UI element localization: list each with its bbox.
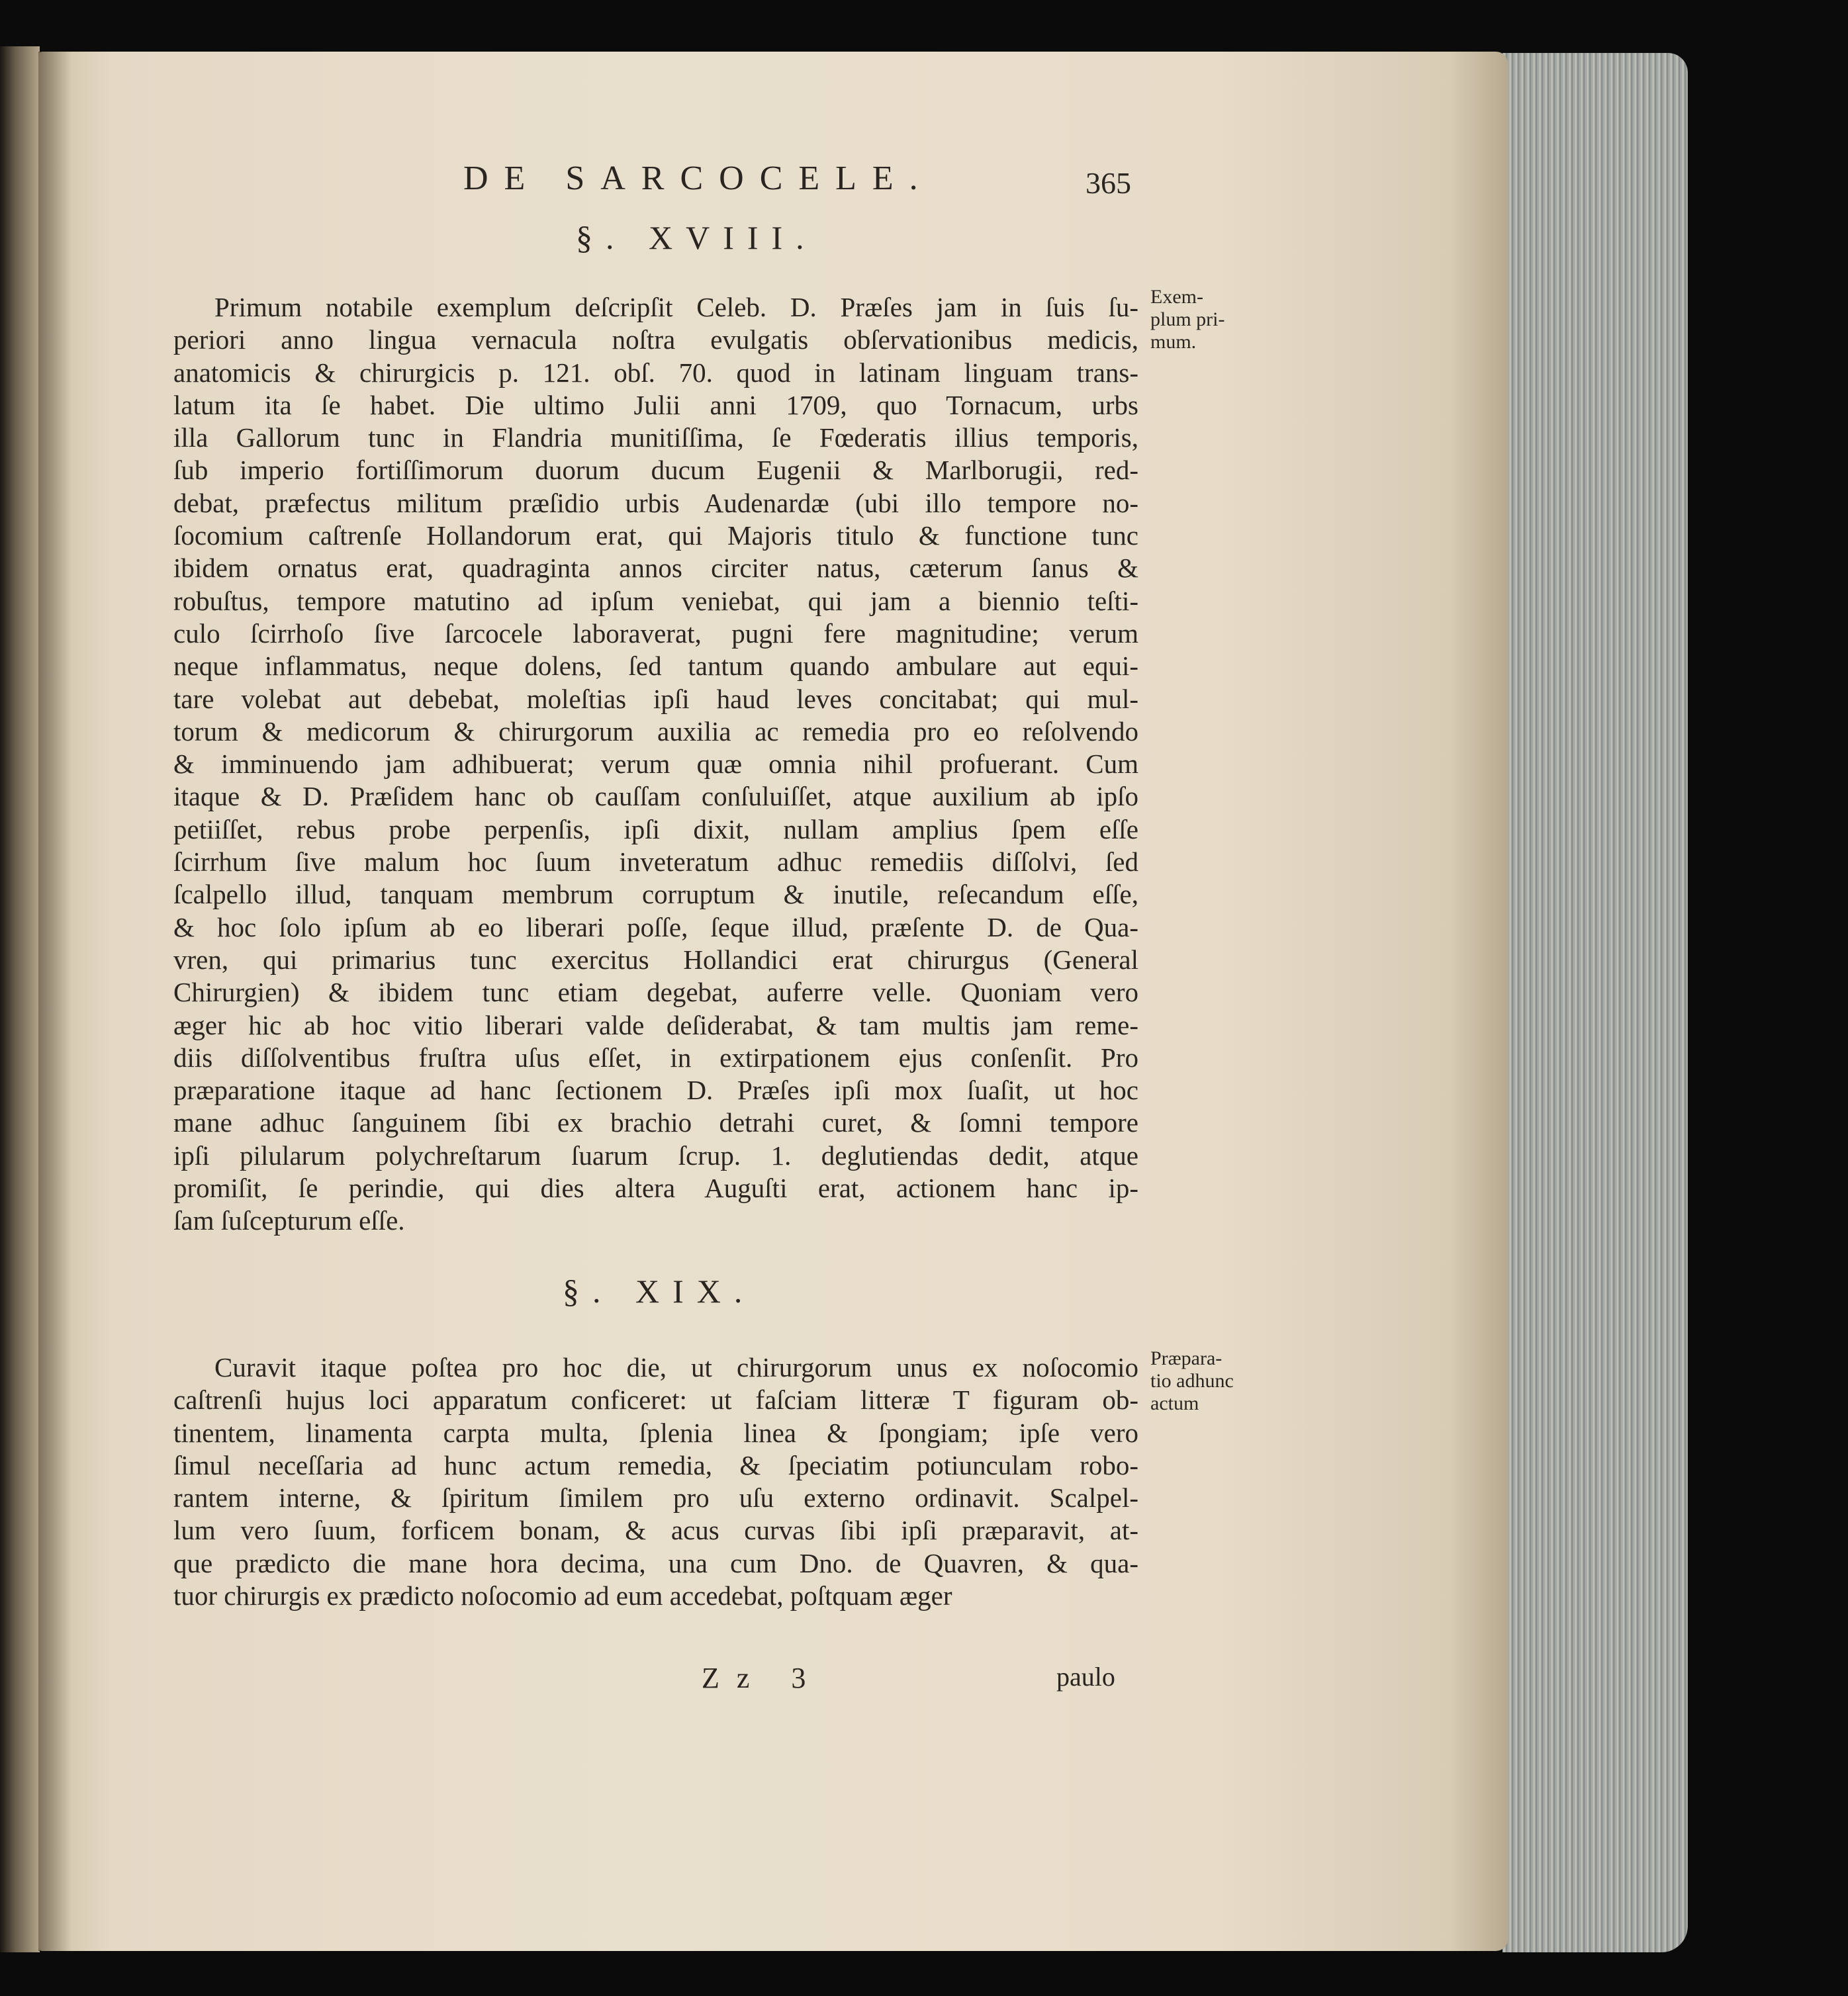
running-head: DE SARCOCELE. <box>463 159 934 197</box>
margin-note-line: plum pri- <box>1150 308 1225 330</box>
text-line: que prædicto die mane hora decima, una cum Dno. de Quavren, & qua- <box>173 1547 1138 1578</box>
text-line: Chirurgien) & ibidem tunc etiam degebat, auferre velle. Quoniam vero <box>173 977 1138 1008</box>
text-line: latum ita ſe habet. Die ultimo Julii anni 1709, quo Tornacum, urbs <box>173 389 1138 420</box>
text-line: ſocomium caſtrenſe Hollandorum erat, qui Majoris titulo & functione tunc <box>173 520 1138 551</box>
text-line: Curavit itaque poſtea pro hoc die, ut chirurgorum unus ex noſocomio <box>214 1352 1138 1383</box>
text-line: ſimul neceſſaria ad hunc actum remedia, & ſpeciatim potiunculam robo- <box>173 1449 1138 1480</box>
text-line: neque inflammatus, neque dolens, ſed tantum quando ambulare aut equi- <box>173 651 1138 682</box>
text-line: itaque & D. Præſidem hanc ob cauſſam conſuluiſſet, atque auxilium ab ipſo <box>173 781 1138 812</box>
catchword: paulo <box>1056 1662 1115 1692</box>
margin-note-praeparatio <box>1150 1347 1243 1415</box>
text-line: promiſit, ſe perindie, qui dies altera Auguſti erat, actionem hanc ip- <box>173 1173 1138 1204</box>
gutter-shadow <box>38 52 71 1951</box>
text-line: diis diſſolventibus fruſtra uſus eſſet, in extirpationem ejus conſenſit. Pro <box>173 1042 1138 1073</box>
book-fore-edge <box>1502 53 1688 1952</box>
text-line: ſcalpello illud, tanquam membrum corruptum & inutile, reſecandum eſſe, <box>173 879 1138 910</box>
page-number: 365 <box>1086 166 1131 200</box>
margin-note-line: Præpara- <box>1150 1347 1223 1369</box>
text-line: tuor chirurgis ex prædicto noſocomio ad eum accedebat, poſtquam æger <box>173 1580 952 1611</box>
text-line: torum & medicorum & chirurgorum auxilia ac remedia pro eo reſolvendo <box>173 715 1138 747</box>
text-line: rantem interne, & ſpiritum ſimilem pro uſu externo ordinavit. Scalpel- <box>173 1482 1138 1514</box>
text-line: vren, qui primarius tunc exercitus Hollandici erat chirurgus (General <box>173 944 1138 975</box>
text-line: petiiſſet, rebus probe perpenſis, ipſi dixit, nullam amplius ſpem eſſe <box>173 813 1138 844</box>
margin-note-exemplum <box>1150 286 1243 353</box>
margin-note-line: tio adhunc <box>1150 1370 1234 1392</box>
left-page-edge <box>0 46 40 1952</box>
text-line: robuſtus, tempore matutino ad ipſum veniebat, qui jam a biennio teſti- <box>173 585 1138 616</box>
text-line: ipſi pilularum polychreſtarum ſuarum ſcrup. 1. deglutiendas dedit, atque <box>173 1140 1138 1171</box>
text-line: mane adhuc ſanguinem ſibi ex brachio detrahi curet, & ſomni tempore <box>173 1107 1138 1138</box>
section-xix-body <box>173 1351 1138 1612</box>
margin-note-line: Exem- <box>1150 286 1203 308</box>
text-line: ſub imperio fortiſſimorum duorum ducum Eugenii & Marlborugii, red- <box>173 455 1138 486</box>
text-line: ibidem ornatus erat, quadraginta annos circiter natus, cæterum ſanus & <box>173 553 1138 584</box>
signature-mark: Zz 3 <box>702 1662 823 1694</box>
text-line: tare volebat aut debebat, moleſtias ipſi haud leves concitabat; qui mul- <box>173 683 1138 714</box>
text-line: debat, præfectus militum præſidio urbis Audenardæ (ubi illo tempore no- <box>173 487 1138 518</box>
text-line: præparatione itaque ad hanc ſectionem D. Præſes ipſi mox ſuaſit, ut hoc <box>173 1075 1138 1106</box>
text-line: Primum notabile exemplum deſcripſit Celeb. D. Præſes jam in ſuis ſu- <box>214 292 1138 322</box>
text-line: illa Gallorum tunc in Flandria munitiſſima, ſe Fœderatis illius temporis, <box>173 422 1138 453</box>
text-line: tinentem, linamenta carpta multa, ſplenia linea & ſpongiam; ipſe vero <box>173 1417 1138 1448</box>
margin-note-line: mum. <box>1150 331 1197 353</box>
text-line: lum vero ſuum, forficem bonam, & acus curvas ſibi ipſi præparavit, at- <box>173 1515 1138 1546</box>
text-line: periori anno lingua vernacula noſtra evulgatis obſervationibus medicis, <box>173 324 1138 355</box>
text-line: caſtrenſi hujus loci apparatum conficeret: ut faſciam litteræ T figuram ob- <box>173 1384 1138 1416</box>
text-line: ſcirrhum ſive malum hoc ſuum inveteratum adhuc remediis diſſolvi, ſed <box>173 846 1138 878</box>
section-xviii-body <box>173 291 1138 1238</box>
text-line: ſam ſuſcepturum eſſe. <box>173 1205 405 1236</box>
section-heading-xix: §. XIX. <box>563 1273 756 1310</box>
text-line: & hoc ſolo ipſum ab eo liberari poſſe, ſeque illud, præſente D. de Qua- <box>173 911 1138 942</box>
margin-note-line: actum <box>1150 1392 1199 1414</box>
text-line: & imminuendo jam adhibuerat; verum quæ omnia nihil profuerant. Cum <box>173 748 1138 780</box>
text-line: anatomicis & chirurgicis p. 121. obſ. 70. quod in latinam linguam trans- <box>173 357 1138 388</box>
text-line: æger hic ab hoc vitio liberari valde deſiderabat, & tam multis jam reme- <box>173 1009 1138 1040</box>
section-heading-xviii: §. XVIII. <box>576 219 817 256</box>
text-line: culo ſcirrhoſo ſive ſarcocele laboraverat, pugni fere magnitudine; verum <box>173 617 1138 649</box>
